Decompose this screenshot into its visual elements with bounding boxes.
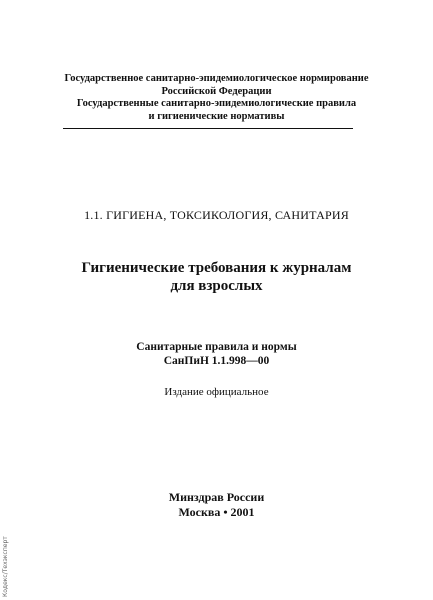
document-title bbox=[0, 260, 433, 295]
subtitle-line-2: СанПиН 1.1.998—00 bbox=[163, 354, 270, 367]
document-subtitle bbox=[0, 341, 433, 368]
publisher-line-2: Москва • 2001 bbox=[178, 504, 255, 519]
edition-note: Издание официальное bbox=[164, 386, 269, 398]
title-line-1: Гигиенические требования к журналам bbox=[81, 260, 352, 276]
title-line-2: для взрослых bbox=[170, 277, 263, 294]
margin-watermark-text: Кодекс/Техэксперт bbox=[2, 536, 9, 597]
header-line-3: Государственные санитарно-эпидемиологические правила bbox=[76, 98, 357, 109]
section-heading: 1.1. ГИГИЕНА, ТОКСИКОЛОГИЯ, САНИТАРИЯ bbox=[84, 208, 349, 222]
header-line-2: Российской Федерации bbox=[161, 85, 272, 97]
header-divider bbox=[63, 128, 353, 129]
header-line-1: Государственное санитарно-эпидемиологическое нормирование bbox=[64, 73, 369, 84]
publisher-block bbox=[0, 490, 433, 519]
subtitle-line-1: Санитарные правила и нормы bbox=[136, 341, 297, 353]
publisher-line-1: Минздрав России bbox=[168, 490, 265, 504]
header-line-4: и гигиенические нормативы bbox=[148, 110, 285, 122]
document-header bbox=[0, 73, 433, 123]
